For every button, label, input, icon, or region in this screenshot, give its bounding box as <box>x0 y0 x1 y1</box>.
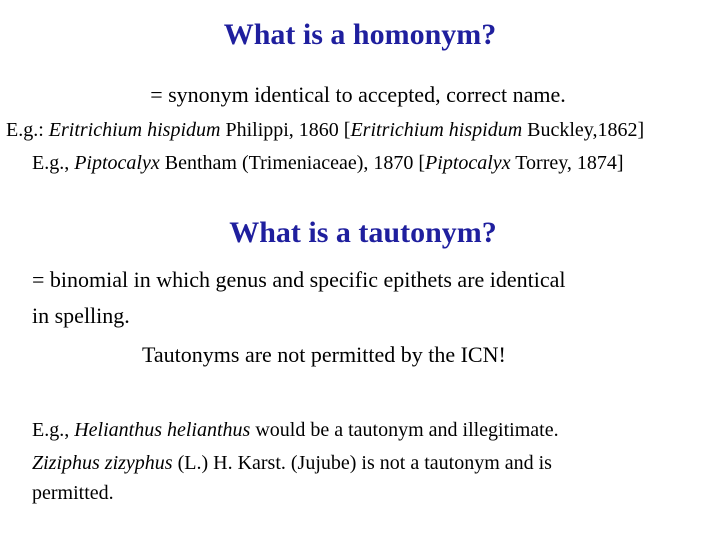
example-text: would be a tautonym and illegitimate. <box>250 419 559 441</box>
tautonym-example-ziziphus <box>32 452 552 475</box>
homonym-example-piptocalyx <box>32 152 624 175</box>
taxon-name: Helianthus helianthus <box>74 419 251 441</box>
taxon-name: Eritrichium hispidum <box>48 119 221 141</box>
taxon-author: Philippi, 1860 [ <box>220 119 351 141</box>
example-text: (L.) H. Karst. (Jujube) is not a tautonym and is <box>172 452 552 474</box>
icn-note: Tautonyms are not permitted by the ICN! <box>142 342 506 367</box>
taxon-name: Ziziphus zizyphus <box>32 452 173 474</box>
example-prefix: E.g., <box>32 152 75 174</box>
homonym-definition: = synonym identical to accepted, correct name. <box>150 82 566 107</box>
taxon-author: Torrey, 1874] <box>510 152 624 174</box>
taxon-author: Bentham (Trimeniaceae), 1870 [ <box>159 152 426 174</box>
homonym-example-eritrichium <box>6 119 644 142</box>
heading-homonym: What is a homonym? <box>223 18 497 51</box>
tautonym-definition-line1: = binomial in which genus and specific epithets are identical <box>32 267 566 292</box>
tautonym-example-helianthus <box>32 419 559 442</box>
example-prefix: E.g.: <box>6 119 49 141</box>
example-prefix: E.g., <box>32 419 75 441</box>
taxon-name: Piptocalyx <box>74 152 160 174</box>
tautonym-example-ziziphus-line2: permitted. <box>32 482 114 504</box>
taxon-author: Buckley,1862] <box>522 119 645 141</box>
tautonym-definition-line2: in spelling. <box>32 303 130 328</box>
heading-tautonym: What is a tautonym? <box>229 216 497 249</box>
taxon-name: Piptocalyx <box>425 152 511 174</box>
taxon-name: Eritrichium hispidum <box>350 119 523 141</box>
